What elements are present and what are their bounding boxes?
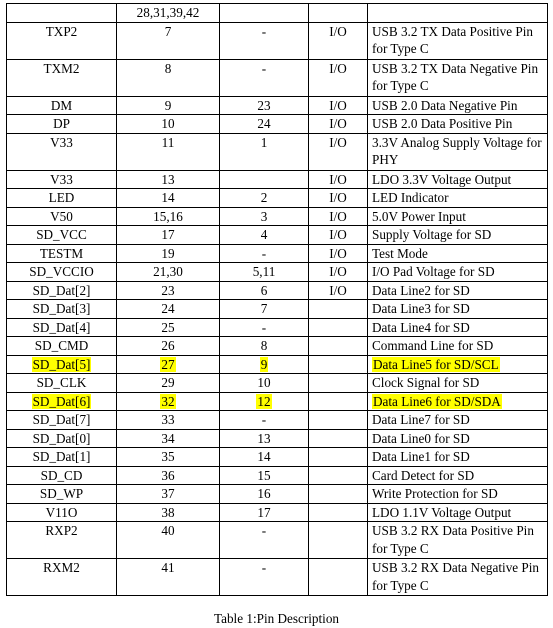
- cell-pin: 13: [117, 170, 220, 189]
- cell-alt-pin: 5,11: [220, 263, 309, 282]
- cell-description: Command Line for SD: [368, 337, 548, 356]
- table-row: [7, 300, 548, 319]
- cell-description: Data Line3 for SD: [368, 300, 548, 319]
- cell-pin: 11: [117, 133, 220, 170]
- cell-type: I/O: [309, 22, 368, 59]
- highlighted-text: Data Line6 for SD/SDA: [373, 393, 501, 409]
- highlighted-text: 27: [161, 356, 175, 372]
- cell-description: USB 2.0 Data Negative Pin: [368, 96, 548, 115]
- cell-type: [309, 466, 368, 485]
- cell-type: I/O: [309, 281, 368, 300]
- cell-name: SD_CLK: [7, 374, 117, 393]
- cell-type: I/O: [309, 189, 368, 208]
- table-row: [7, 448, 548, 467]
- cell-description: Data Line0 for SD: [368, 429, 548, 448]
- cell-name: DM: [7, 96, 117, 115]
- cell-type: [309, 448, 368, 467]
- cell-name: [7, 392, 117, 411]
- cell-pin: 36: [117, 466, 220, 485]
- cell-alt-pin: -: [220, 244, 309, 263]
- table-row: [7, 22, 548, 59]
- cell-name: TXM2: [7, 59, 117, 96]
- cell-description: I/O Pad Voltage for SD: [368, 263, 548, 282]
- cell-alt-pin: 4: [220, 226, 309, 245]
- highlighted-text: SD_Dat[6]: [32, 393, 91, 409]
- cell-alt-pin: 7: [220, 300, 309, 319]
- cell-pin: 15,16: [117, 207, 220, 226]
- cell-alt-pin: [220, 4, 309, 23]
- cell-pin: 7: [117, 22, 220, 59]
- cell-name: [7, 355, 117, 374]
- cell-name: SD_CD: [7, 466, 117, 485]
- cell-name: V11O: [7, 503, 117, 522]
- cell-description: USB 3.2 RX Data Negative Pin for Type C: [368, 559, 548, 596]
- cell-pin: 26: [117, 337, 220, 356]
- table-body: [7, 4, 548, 596]
- highlighted-text: Data Line5 for SD/SCL: [373, 356, 499, 372]
- cell-description: Data Line4 for SD: [368, 318, 548, 337]
- cell-alt-pin: 1: [220, 133, 309, 170]
- cell-pin: [117, 392, 220, 411]
- cell-alt-pin: 3: [220, 207, 309, 226]
- cell-alt-pin: -: [220, 522, 309, 559]
- cell-description: LED Indicator: [368, 189, 548, 208]
- table-row: [7, 374, 548, 393]
- table-row: [7, 59, 548, 96]
- cell-type: I/O: [309, 226, 368, 245]
- table-row: [7, 189, 548, 208]
- cell-name: V33: [7, 133, 117, 170]
- cell-alt-pin: 8: [220, 337, 309, 356]
- cell-pin: 17: [117, 226, 220, 245]
- cell-description: USB 3.2 TX Data Positive Pin for Type C: [368, 22, 548, 59]
- cell-name: SD_WP: [7, 485, 117, 504]
- cell-type: [309, 392, 368, 411]
- table-row: [7, 411, 548, 430]
- cell-name: SD_VCC: [7, 226, 117, 245]
- cell-alt-pin: 17: [220, 503, 309, 522]
- cell-type: [309, 300, 368, 319]
- cell-name: RXM2: [7, 559, 117, 596]
- cell-name: SD_Dat[1]: [7, 448, 117, 467]
- cell-alt-pin: -: [220, 559, 309, 596]
- cell-alt-pin: 24: [220, 115, 309, 134]
- cell-pin: 24: [117, 300, 220, 319]
- cell-description: 5.0V Power Input: [368, 207, 548, 226]
- cell-name: SD_Dat[0]: [7, 429, 117, 448]
- cell-description: Write Protection for SD: [368, 485, 548, 504]
- table-row: [7, 466, 548, 485]
- cell-type: I/O: [309, 115, 368, 134]
- table-row: [7, 522, 548, 559]
- cell-name: LED: [7, 189, 117, 208]
- cell-name: [7, 4, 117, 23]
- highlighted-text: 32: [161, 393, 175, 409]
- cell-alt-pin: 2: [220, 189, 309, 208]
- cell-name: RXP2: [7, 522, 117, 559]
- cell-type: [309, 429, 368, 448]
- cell-alt-pin: 6: [220, 281, 309, 300]
- cell-pin: 37: [117, 485, 220, 504]
- cell-description: Data Line7 for SD: [368, 411, 548, 430]
- cell-type: I/O: [309, 207, 368, 226]
- cell-type: [309, 522, 368, 559]
- highlighted-text: SD_Dat[5]: [32, 356, 91, 372]
- cell-description: [368, 392, 548, 411]
- cell-pin: 10: [117, 115, 220, 134]
- cell-type: I/O: [309, 170, 368, 189]
- table-row: [7, 263, 548, 282]
- cell-description: [368, 355, 548, 374]
- table-row: [7, 207, 548, 226]
- table-row: [7, 355, 548, 374]
- cell-pin: 35: [117, 448, 220, 467]
- cell-alt-pin: -: [220, 411, 309, 430]
- cell-alt-pin: 10: [220, 374, 309, 393]
- table-row: [7, 429, 548, 448]
- table-caption: Table 1:Pin Description: [213, 611, 340, 626]
- cell-description: USB 2.0 Data Positive Pin: [368, 115, 548, 134]
- table-row: [7, 226, 548, 245]
- cell-type: [309, 374, 368, 393]
- cell-type: I/O: [309, 244, 368, 263]
- cell-type: I/O: [309, 263, 368, 282]
- cell-description: USB 3.2 TX Data Negative Pin for Type C: [368, 59, 548, 96]
- table-row: [7, 244, 548, 263]
- cell-pin: 28,31,39,42: [117, 4, 220, 23]
- cell-pin: 21,30: [117, 263, 220, 282]
- cell-name: V50: [7, 207, 117, 226]
- table-row: [7, 318, 548, 337]
- cell-pin: [117, 355, 220, 374]
- cell-pin: 9: [117, 96, 220, 115]
- cell-type: [309, 485, 368, 504]
- cell-type: [309, 4, 368, 23]
- cell-name: SD_Dat[3]: [7, 300, 117, 319]
- cell-type: [309, 503, 368, 522]
- table-row: [7, 503, 548, 522]
- pin-description-table: [6, 3, 548, 596]
- cell-type: [309, 318, 368, 337]
- cell-description: Clock Signal for SD: [368, 374, 548, 393]
- cell-name: SD_CMD: [7, 337, 117, 356]
- table-row: [7, 96, 548, 115]
- table-row: [7, 485, 548, 504]
- cell-pin: 38: [117, 503, 220, 522]
- cell-description: Data Line1 for SD: [368, 448, 548, 467]
- cell-alt-pin: 13: [220, 429, 309, 448]
- cell-description: 3.3V Analog Supply Voltage for PHY: [368, 133, 548, 170]
- cell-alt-pin: [220, 170, 309, 189]
- cell-type: [309, 411, 368, 430]
- cell-name: SD_VCCIO: [7, 263, 117, 282]
- cell-name: SD_Dat[2]: [7, 281, 117, 300]
- cell-alt-pin: [220, 392, 309, 411]
- cell-pin: 19: [117, 244, 220, 263]
- cell-pin: 34: [117, 429, 220, 448]
- cell-name: TESTM: [7, 244, 117, 263]
- table-row: [7, 337, 548, 356]
- cell-alt-pin: 14: [220, 448, 309, 467]
- cell-name: SD_Dat[4]: [7, 318, 117, 337]
- cell-name: V33: [7, 170, 117, 189]
- cell-type: I/O: [309, 96, 368, 115]
- cell-alt-pin: 15: [220, 466, 309, 485]
- cell-alt-pin: 16: [220, 485, 309, 504]
- cell-name: DP: [7, 115, 117, 134]
- cell-pin: 40: [117, 522, 220, 559]
- cell-description: Test Mode: [368, 244, 548, 263]
- cell-alt-pin: 23: [220, 96, 309, 115]
- table-row: [7, 392, 548, 411]
- table-row: [7, 559, 548, 596]
- cell-pin: 29: [117, 374, 220, 393]
- highlighted-text: 9: [260, 356, 268, 372]
- cell-pin: 33: [117, 411, 220, 430]
- cell-alt-pin: -: [220, 59, 309, 96]
- cell-type: [309, 559, 368, 596]
- table-row: [7, 281, 548, 300]
- cell-name: SD_Dat[7]: [7, 411, 117, 430]
- cell-description: [368, 4, 548, 23]
- highlighted-text: 12: [257, 393, 271, 409]
- cell-description: Supply Voltage for SD: [368, 226, 548, 245]
- table-row: [7, 170, 548, 189]
- table-row: [7, 115, 548, 134]
- cell-pin: 23: [117, 281, 220, 300]
- cell-type: I/O: [309, 59, 368, 96]
- cell-pin: 25: [117, 318, 220, 337]
- cell-description: Data Line2 for SD: [368, 281, 548, 300]
- cell-pin: 14: [117, 189, 220, 208]
- table-row-top: [7, 4, 548, 23]
- cell-type: [309, 337, 368, 356]
- cell-description: Card Detect for SD: [368, 466, 548, 485]
- cell-type: [309, 355, 368, 374]
- cell-description: LDO 3.3V Voltage Output: [368, 170, 548, 189]
- cell-alt-pin: [220, 355, 309, 374]
- cell-description: LDO 1.1V Voltage Output: [368, 503, 548, 522]
- cell-description: USB 3.2 RX Data Positive Pin for Type C: [368, 522, 548, 559]
- cell-type: I/O: [309, 133, 368, 170]
- cell-pin: 41: [117, 559, 220, 596]
- cell-name: TXP2: [7, 22, 117, 59]
- table-row: [7, 133, 548, 170]
- cell-alt-pin: -: [220, 22, 309, 59]
- cell-pin: 8: [117, 59, 220, 96]
- cell-alt-pin: -: [220, 318, 309, 337]
